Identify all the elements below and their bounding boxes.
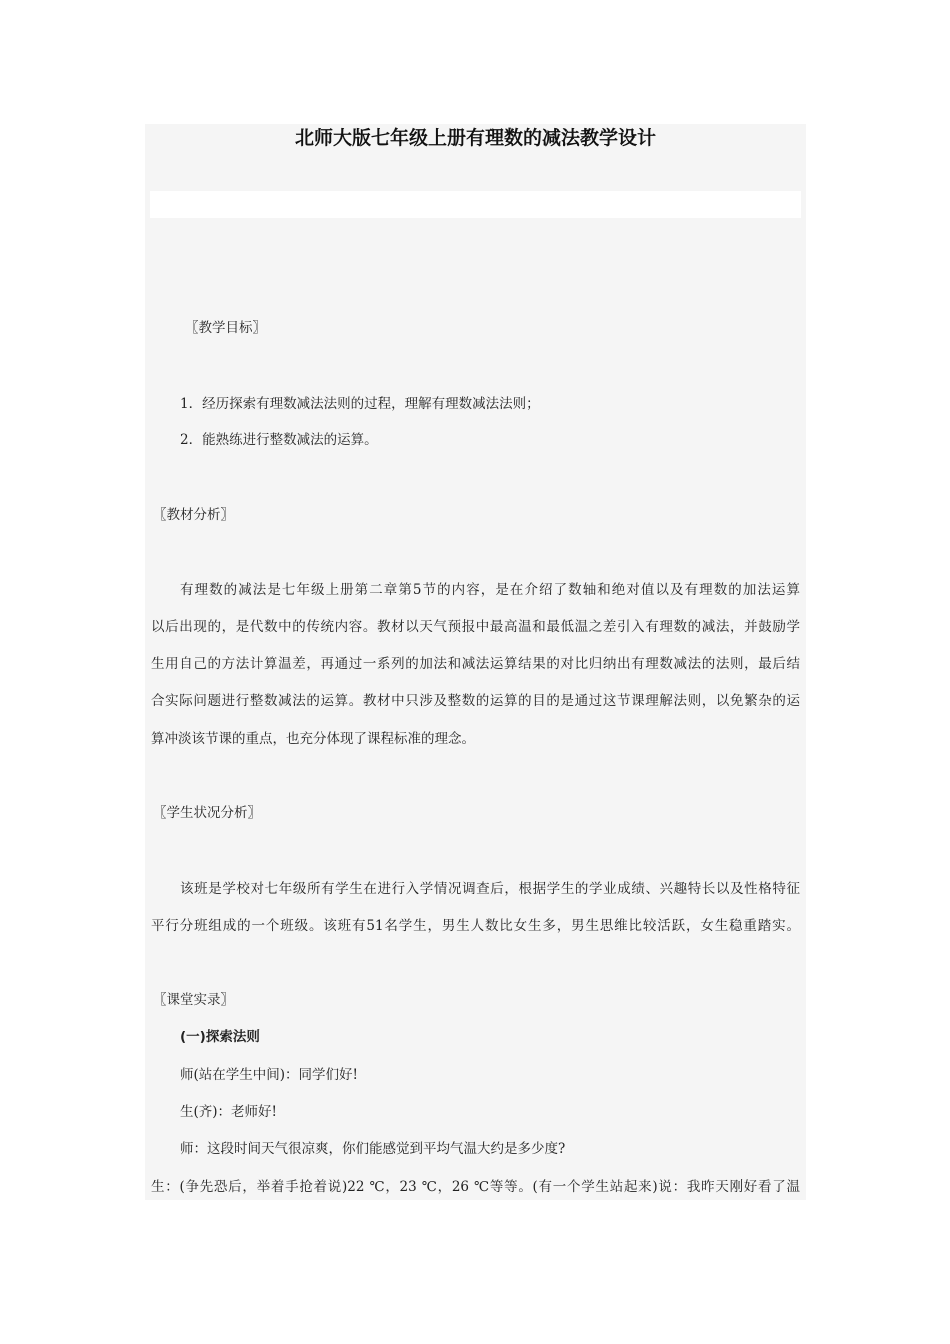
document-title: 北师大版七年级上册有理数的减法教学设计 — [294, 127, 656, 149]
analysis-heading: 〖教材分析〗 — [153, 507, 234, 523]
record-line-2: 生(齐)：老师好! — [180, 1104, 277, 1120]
record-subheading: (一)探索法则 — [180, 1029, 260, 1045]
record-line-3: 师：这段时间天气很凉爽，你们能感觉到平均气温大约是多少度? — [180, 1141, 566, 1157]
analysis-line-4: 合实际问题进行整数减法的运算。教材中只涉及整数的运算的目的是通过这节课理解法则，以免繁杂的运 — [151, 693, 800, 709]
objective-item-1: 1．经历探索有理数减法法则的过程，理解有理数减法法则； — [180, 396, 540, 412]
analysis-line-2: 以后出现的，是代数中的传统内容。教材以天气预报中最高温和最低温之差引入有理数的减法，并鼓励学 — [151, 619, 800, 635]
objective-item-2: 2．能熟练进行整数减法的运算。 — [180, 432, 378, 448]
students-line-2: 平行分班组成的一个班级。该班有51名学生，男生人数比女生多，男生思维比较活跃，女生稳重踏实。 — [151, 918, 800, 934]
blank-banner — [150, 191, 801, 218]
record-line-4: 生：(争先恐后，举着手抢着说)22 ℃，23 ℃，26 ℃等等。(有一个学生站起来)说：我昨天刚好看了温 — [151, 1179, 800, 1195]
students-heading: 〖学生状况分析〗 — [153, 805, 261, 821]
analysis-line-5: 算冲淡该节课的重点，也充分体现了课程标准的理念。 — [151, 731, 475, 747]
analysis-line-1: 有理数的减法是七年级上册第二章第5节的内容，是在介绍了数轴和绝对值以及有理数的加法运算 — [180, 582, 800, 598]
objectives-heading: 〖教学目标〗 — [185, 320, 266, 336]
students-line-1: 该班是学校对七年级所有学生在进行入学情况调查后，根据学生的学业成绩、兴趣特长以及性格特征 — [180, 881, 800, 897]
record-line-1: 师(站在学生中间)：同学们好! — [180, 1067, 358, 1083]
record-heading: 〖课堂实录〗 — [153, 992, 234, 1008]
analysis-line-3: 生用自己的方法计算温差，再通过一系列的加法和减法运算结果的对比归纳出有理数减法的法则，最后结 — [151, 656, 800, 672]
document-page — [145, 124, 806, 1200]
